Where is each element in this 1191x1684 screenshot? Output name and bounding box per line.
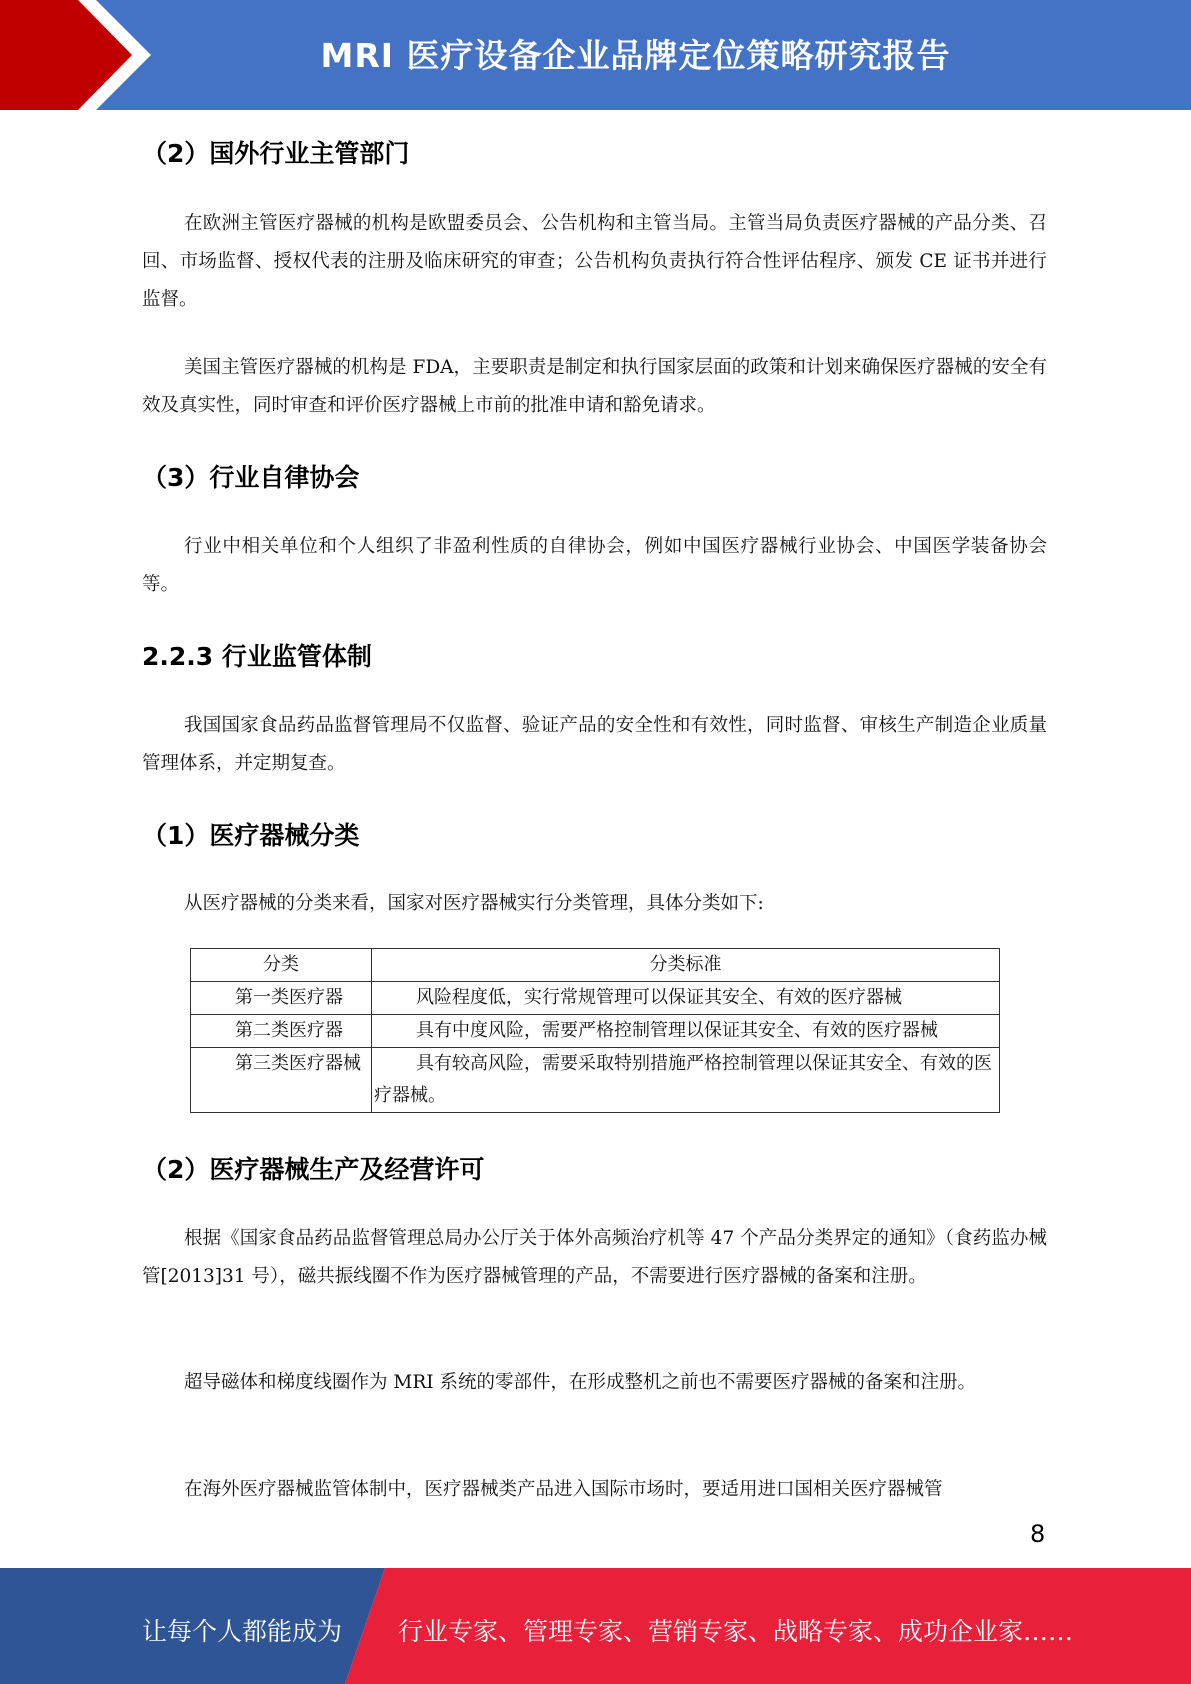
paragraph-superconducting: 超导磁体和梯度线圈作为 MRI 系统的零部件，在形成整机之前也不需要医疗器械的备案和注册。: [184, 1372, 976, 1393]
table-cell-standard: 具有中度风险，需要严格控制管理以保证其安全、有效的医疗器械: [372, 1015, 1000, 1048]
table-header-cell: 分类: [191, 949, 372, 982]
footer-banner: [0, 1568, 1191, 1684]
heading-self-regulation: （3）行业自律协会: [142, 463, 360, 492]
report-title: MRI 医疗设备企业品牌定位策略研究报告: [320, 36, 951, 75]
heading-classification: （1）医疗器械分类: [142, 821, 360, 850]
paragraph-eu: 在欧洲主管医疗器械的机构是欧盟委员会、公告机构和主管当局。主管当局负责医疗器械的产品分类、召回、市场监督、授权代表的注册及临床研究的审查；公告机构负责执行符合性评估程序、颁发 CE 证书并进行监督。: [142, 213, 1047, 310]
table-cell-class: 第一类医疗器: [191, 982, 372, 1015]
table-cell-standard: 具有较高风险，需要采取特别措施严格控制管理以保证其安全、有效的医疗器械。: [372, 1048, 1000, 1113]
table-cell-class: 第三类医疗器械: [191, 1048, 372, 1113]
heading-licensing: （2）医疗器械生产及经营许可: [142, 1155, 485, 1184]
header-banner: [0, 0, 1191, 110]
classification-table: [190, 948, 1000, 1113]
table-row: [191, 1048, 1000, 1113]
paragraph-us: 美国主管医疗器械的机构是 FDA，主要职责是制定和执行国家层面的政策和计划来确保医疗器械的安全有效及真实性，同时审查和评价医疗器械上市前的批准申请和豁免请求。: [142, 357, 1047, 416]
footer-slogan-right: 行业专家、管理专家、营销专家、战略专家、成功企业家……: [398, 1617, 1074, 1646]
paragraph-regulation-system: 我国国家食品药品监督管理局不仅监督、验证产品的安全性和有效性，同时监督、审核生产制造企业质量管理体系，并定期复查。: [142, 715, 1047, 774]
table-row: [191, 1015, 1000, 1048]
page-number: 8: [1030, 1520, 1046, 1548]
table-cell-class: 第二类医疗器: [191, 1015, 372, 1048]
heading-2-2-3: 2.2.3 行业监管体制: [142, 642, 372, 671]
table-header-row: [191, 949, 1000, 982]
paragraph-classification-intro: 从医疗器械的分类来看，国家对医疗器械实行分类管理，具体分类如下:: [184, 893, 764, 914]
table-cell-standard: 风险程度低，实行常规管理可以保证其安全、有效的医疗器械: [372, 982, 1000, 1015]
footer-slogan-left: 让每个人都能成为: [142, 1617, 343, 1646]
paragraph-associations: 行业中相关单位和个人组织了非盈利性质的自律协会，例如中国医疗器械行业协会、中国医学装备协会等。: [142, 536, 1047, 595]
paragraph-license-notice: 根据《国家食品药品监督管理总局办公厅关于体外高频治疗机等 47 个产品分类界定的通知》（食药监办械管[2013]31 号），磁共振线圈不作为医疗器械管理的产品，不需要进行医疗器械的备案和注册。: [142, 1228, 1047, 1287]
table-header-cell: 分类标准: [372, 949, 1000, 982]
paragraph-overseas: 在海外医疗器械监管体制中，医疗器械类产品进入国际市场时，要适用进口国相关医疗器械管: [184, 1479, 943, 1500]
table-row: [191, 982, 1000, 1015]
heading-foreign-authorities: （2）国外行业主管部门: [142, 139, 410, 168]
